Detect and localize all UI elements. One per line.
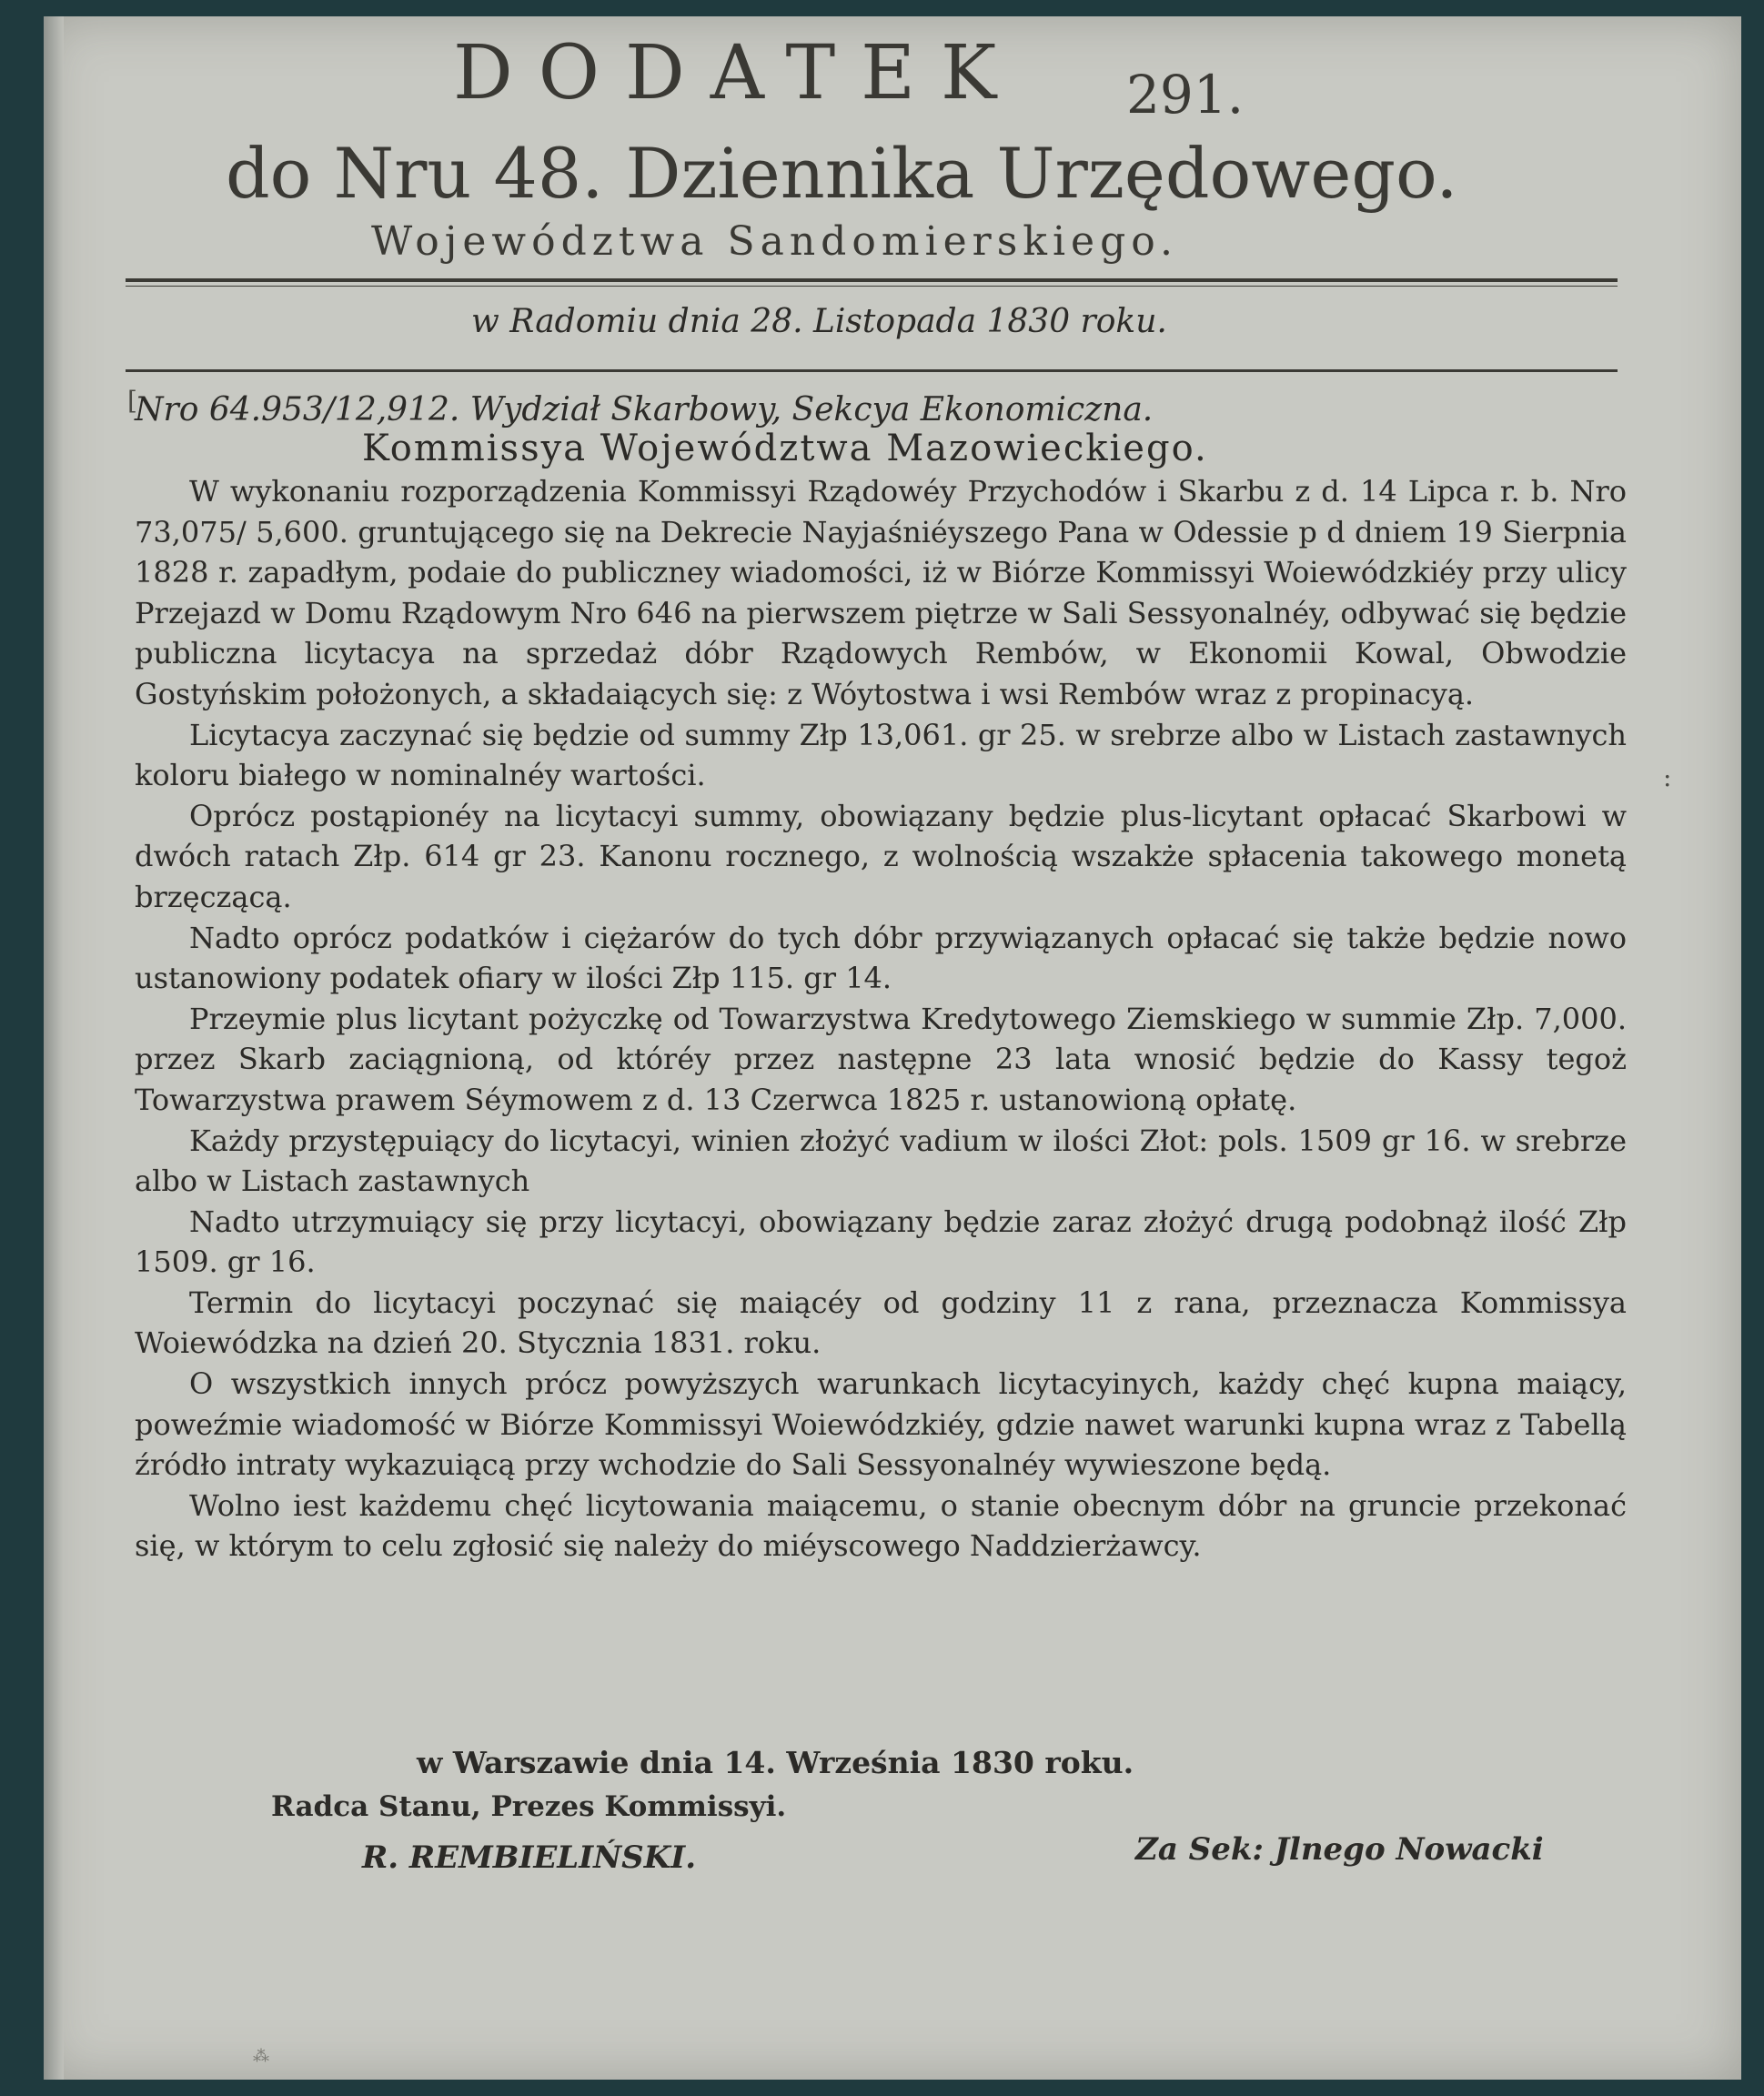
- secretary-signature: Za Sek: Jlnego Nowacki: [1135, 1831, 1544, 1868]
- paragraph: Wolno iest każdemu chęć licytowania maiącemu, o stanie obecnym dóbr na gruncie przekonać się, w którym to celu zgłosić się należy do miéyscowego Naddzierżawcy.: [135, 1487, 1627, 1564]
- signer-name: R. REMBIELIŃSKI.: [362, 1839, 697, 1876]
- margin-dot-mark: :: [1663, 762, 1672, 792]
- paragraph: Każdy przystępuiący do licytacyi, winien złożyć vadium w ilości Złot: pols. 1509 gr 16. w srebrze albo w Listach zastawnych: [135, 1123, 1627, 1199]
- paragraph: Przeymie plus licytant pożyczkę od Towarzystwa Kredytowego Ziemskiego w summie Złp. 7,000. przez Skarb zaciągnioną, od któréy przez następne 23 lata wnosić będzie do Kassy tegoż Towarzystwa prawem Séymowem z d. 13 Czerwca 1825 r. ustanowioną opłatę.: [135, 1001, 1627, 1117]
- paragraph: Licytacya zaczynać się będzie od summy Złp 13,061. gr 25. w srebrze albo w Listach zastawnych koloru białego w nominalnéy wartości.: [135, 717, 1627, 793]
- section-heading: Kommissya Województwa Mazowieckiego.: [362, 428, 1208, 469]
- paragraph: W wykonaniu rozporządzenia Kommissyi Rządowéy Przychodów i Skarbu z d. 14 Lipca r. b. Nro 73,075/ 5,600. gruntującego się na Dekrecie Nayjaśniéyszego Pana w Odessie p d dniem 19 Sierpnia 1828 r. zapadłym, podaie do publiczney wiadomości, iż w Biórze Kommissyi Woiewódzkiéy przy ulicy Przejazd w Domu Rządowym Nro 646 na pierwszem piętrze w Sali Sessyonalnéy, odbywać się będzie publiczna licytacya na sprzedaż dóbr Rządowych Rembów, w Ekonomii Kowal, Obwodzie Gostyńskim położonych, a składaiących się: z Wóytostwa i wsi Rembów wraz z propinacyą.: [135, 474, 1627, 711]
- margin-bracket-mark: [: [127, 386, 137, 416]
- header-rule-thick: [126, 278, 1618, 282]
- date-rule: [126, 369, 1618, 372]
- paragraph: Termin do licytacyi poczynać się maiącéy od godziny 11 z rana, przeznacza Kommissya Woiewódzka na dzień 20. Stycznia 1831. roku.: [135, 1285, 1627, 1361]
- header-rule-thin: [126, 286, 1618, 287]
- header-title-main: do Nru 48. Dziennika Urzędowego.: [226, 133, 1458, 214]
- document-page: [44, 16, 1741, 2080]
- faint-stamp-mark: ⁂: [253, 2047, 269, 2066]
- reference-line: Nro 64.953/12,912. Wydział Skarbowy, Sekcya Ekonomiczna.: [135, 391, 1154, 428]
- date-line: w Radomiu dnia 28. Listopada 1830 roku.: [471, 303, 1167, 340]
- body-text: [135, 471, 1627, 1567]
- header-title-sub: Województwa Sandomierskiego.: [371, 218, 1178, 265]
- signer-title: Radca Stanu, Prezes Kommissyi.: [271, 1790, 787, 1823]
- paragraph: O wszystkich innych prócz powyższych warunkach licytacyinych, każdy chęć kupna maiący, poweźmie wiadomość w Biórze Kommissyi Woiewódzkiéy, gdzie nawet warunki kupna wraz z Tabellą źródło intraty wykazuiącą przy wchodzie do Sali Sessyonalnéy wywieszone będą.: [135, 1366, 1627, 1483]
- page-number: 291.: [1126, 64, 1245, 126]
- header-title-top: DODATEK: [453, 30, 1023, 116]
- paragraph: Nadto oprócz podatków i ciężarów do tych dóbr przywiązanych opłacać się także będzie nowo ustanowiony podatek ofiary w ilości Złp 115. gr 14.: [135, 920, 1627, 996]
- paragraph: Nadto utrzymuiący się przy licytacyi, obowiązany będzie zaraz złożyć drugą podobnąż ilość Złp 1509. gr 16.: [135, 1204, 1627, 1280]
- paragraph: Oprócz postąpionéy na licytacyi summy, obowiązany będzie plus-licytant opłacać Skarbowi w dwóch ratach Złp. 614 gr 23. Kanonu rocznego, z wolnością wszakże spłacenia takowego monetą brzęczącą.: [135, 798, 1627, 914]
- page-binding-edge: [44, 16, 64, 2080]
- closing-location-date: w Warszawie dnia 14. Września 1830 roku.: [417, 1745, 1134, 1780]
